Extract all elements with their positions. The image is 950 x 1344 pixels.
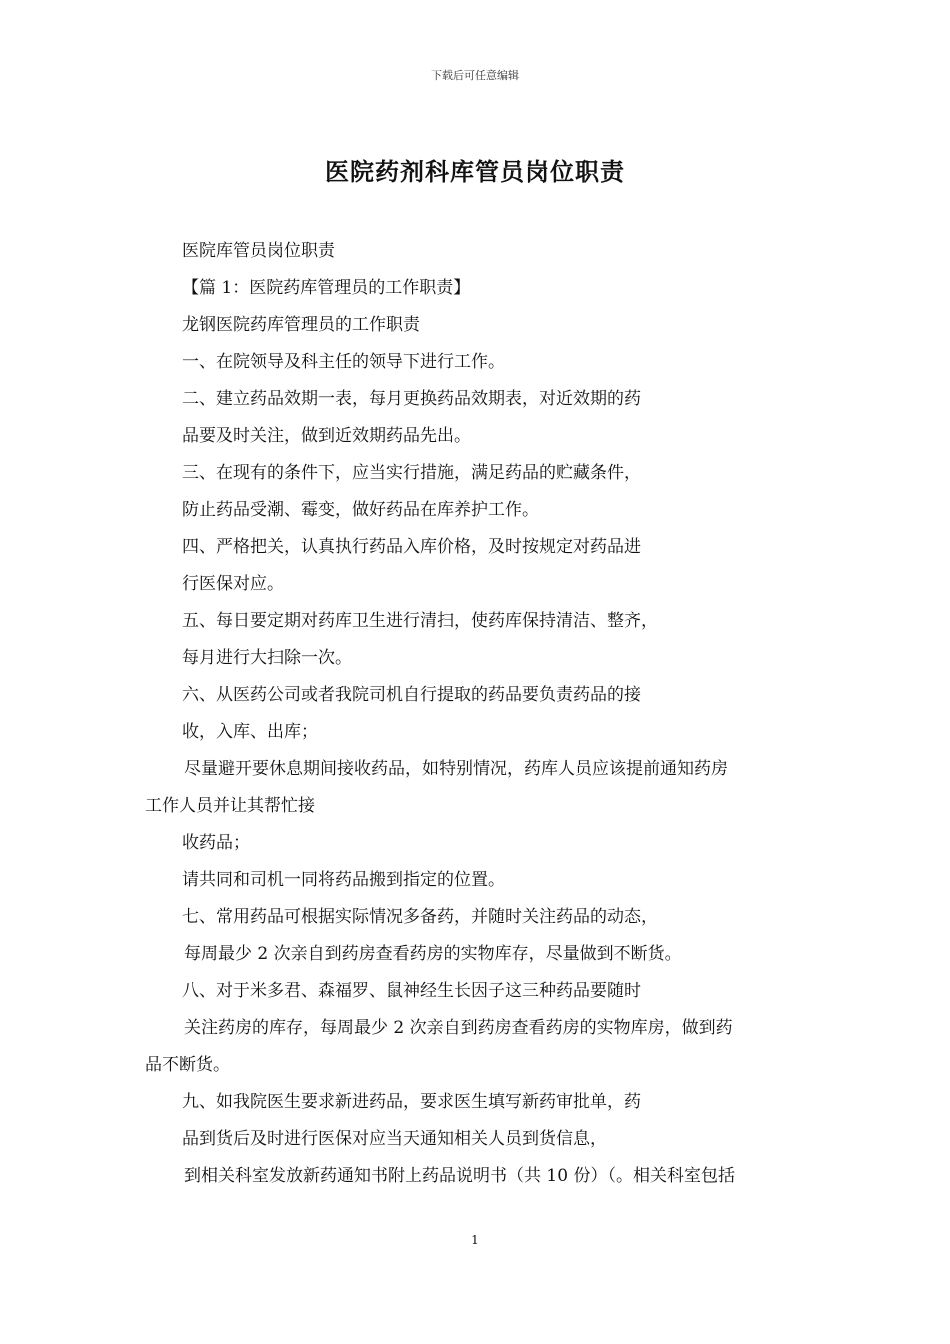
- body-line: 行医保对应。: [182, 574, 284, 594]
- body-line: 六、从医药公司或者我院司机自行提取的药品要负责药品的接: [182, 685, 641, 705]
- body-line: 三、在现有的条件下，应当实行措施，满足药品的贮藏条件，: [182, 463, 641, 483]
- body-line: 品不断货。: [145, 1055, 230, 1075]
- body-line: 八、对于米多君、森福罗、鼠神经生长因子这三种药品要随时: [182, 981, 641, 1001]
- document-body: [145, 233, 815, 1195]
- document-title: 医院药剂科库管员岗位职责: [325, 157, 625, 186]
- body-line: 每月进行大扫除一次。: [182, 648, 352, 668]
- body-line: 九、如我院医生要求新进药品，要求医生填写新药审批单，药: [182, 1092, 641, 1112]
- body-line: 七、常用药品可根据实际情况多备药，并随时关注药品的动态，: [182, 907, 658, 927]
- body-line: 工作人员并让其帮忙接: [145, 796, 315, 816]
- body-line: 尽量避开要休息期间接收药品，如特别情况，药库人员应该提前通知药房: [184, 759, 728, 779]
- body-line: 到相关科室发放新药通知书附上药品说明书（共 10 份）（。相关科室包括: [184, 1166, 735, 1186]
- body-line: 一、在院领导及科主任的领导下进行工作。: [182, 352, 505, 372]
- body-line: 收药品；: [182, 833, 250, 853]
- body-line: 五、每日要定期对药库卫生进行清扫，使药库保持清洁、整齐，: [182, 611, 658, 631]
- body-line: 品到货后及时进行医保对应当天通知相关人员到货信息，: [182, 1129, 607, 1149]
- body-line: 品要及时关注，做到近效期药品先出。: [182, 426, 471, 446]
- body-line: 龙钢医院药库管理员的工作职责: [182, 315, 420, 335]
- header-note: 下载后可任意编辑: [431, 69, 519, 82]
- body-line: 二、建立药品效期一表，每月更换药品效期表，对近效期的药: [182, 389, 641, 409]
- body-line: 请共同和司机一同将药品搬到指定的位置。: [182, 870, 505, 890]
- body-line: 防止药品受潮、霉变，做好药品在库养护工作。: [182, 500, 539, 520]
- body-line: 医院库管员岗位职责: [182, 241, 335, 261]
- body-line: 关注药房的库存，每周最少 2 次亲自到药房查看药房的实物库房，做到药: [184, 1018, 733, 1038]
- body-line: 每周最少 2 次亲自到药房查看药房的实物库存，尽量做到不断货。: [184, 944, 682, 964]
- body-line: 四、严格把关，认真执行药品入库价格，及时按规定对药品进: [182, 537, 641, 557]
- page-number: 1: [471, 1233, 479, 1247]
- body-line: 【篇 1：医院药库管理员的工作职责】: [182, 278, 471, 298]
- body-line: 收，入库、出库；: [182, 722, 318, 742]
